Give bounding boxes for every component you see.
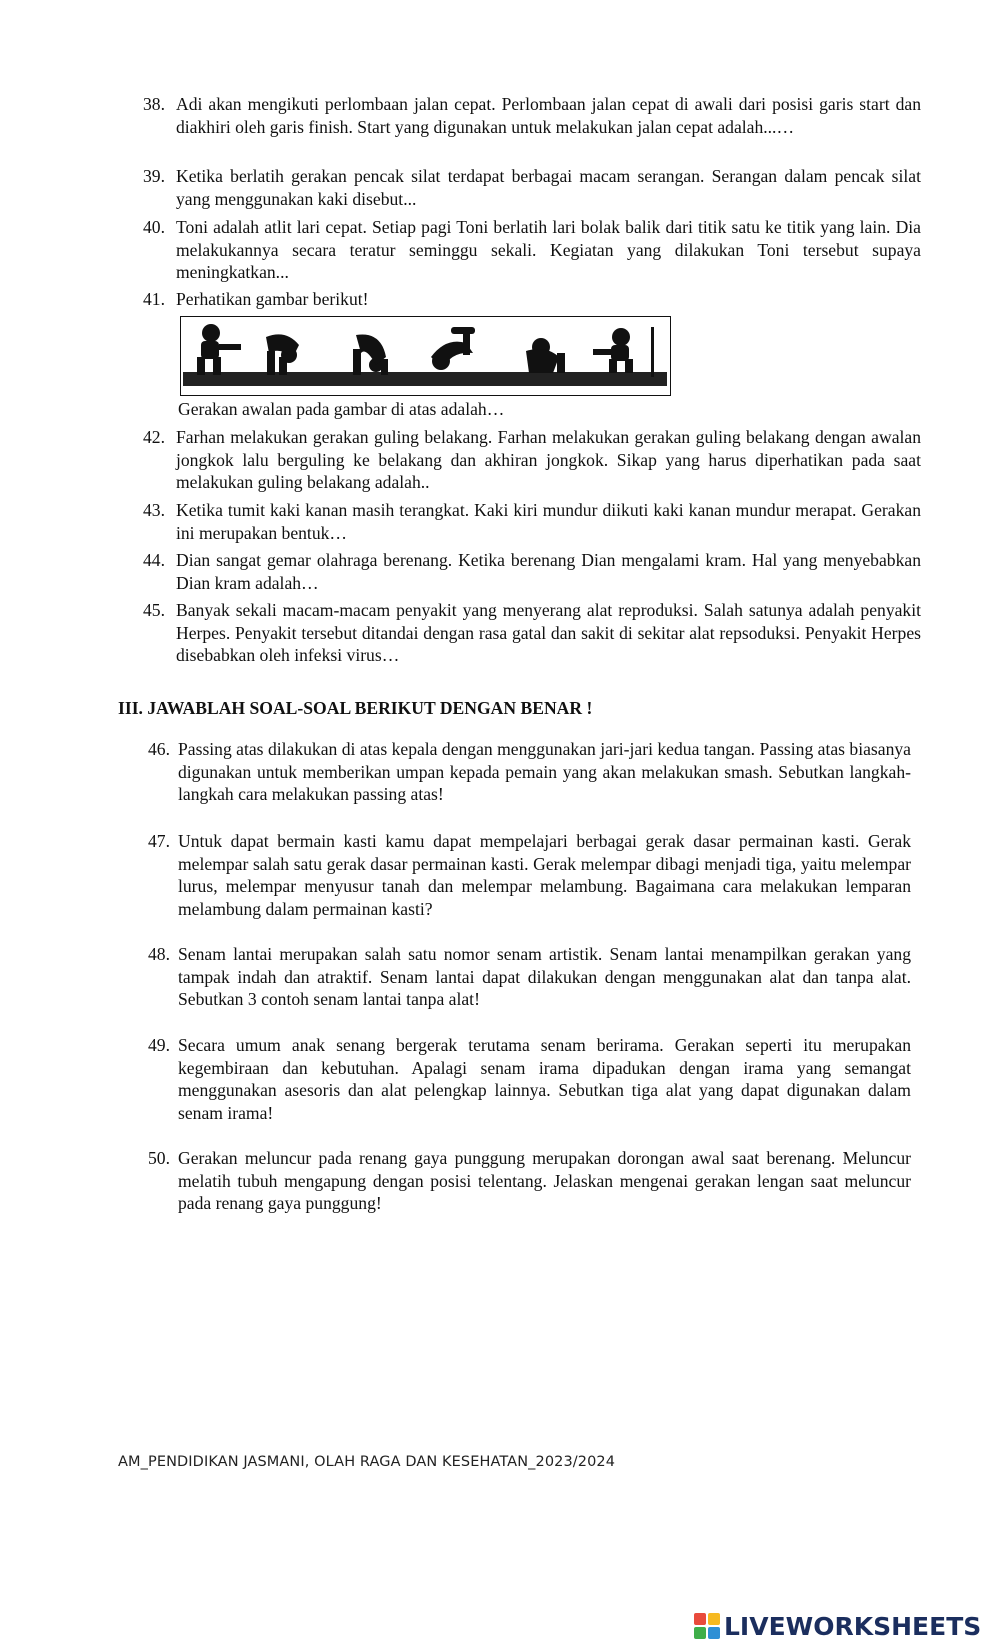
- question-text: Secara umum anak senang bergerak terutama senam berirama. Gerakan seperti itu merupakan kegembiraan dan kebutuhan. Apalagi senam irama dipadukan dengan irama yang semangat menggunakan asesoris dan alat pelengkap lainnya. Sebutkan tiga alat yang dapat digunakan dalam senam irama!: [178, 1035, 911, 1123]
- brand-name: LIVEWORKSHEETS: [724, 1611, 982, 1641]
- question-number: 41.: [143, 289, 165, 309]
- question-text: Toni adalah atlit lari cepat. Setiap pagi Toni berlatih lari bolak balik dari titik satu ke titik yang lain. Dia melakukannya secara teratur seminggu sekali. Kegiatan yang dilakukan Toni tersebut supaya meningkatkan...: [176, 217, 921, 283]
- figure-caption: Gerakan awalan pada gambar di atas adalah…: [178, 399, 505, 419]
- question-number: 44.: [143, 550, 165, 570]
- question-45: [143, 599, 921, 667]
- question-text: Farhan melakukan gerakan guling belakang. Farhan melakukan gerakan guling belakang dengan awalan jongkok lalu berguling ke belakang dan akhiran jongkok. Sikap yang harus diperhatikan pada saat melakukan guling belakang adalah..: [176, 427, 921, 493]
- question-49: [148, 1034, 911, 1124]
- forward-roll-figure: [180, 316, 671, 396]
- question-44: [143, 549, 921, 594]
- page-footer: AM_PENDIDIKAN JASMANI, OLAH RAGA DAN KESEHATAN_2023/2024: [118, 1454, 616, 1470]
- question-40: [143, 216, 921, 284]
- question-47: [148, 830, 911, 920]
- liveworksheets-logo[interactable]: [694, 1611, 981, 1641]
- question-41: [143, 288, 921, 311]
- question-number: 50.: [148, 1148, 170, 1168]
- question-number: 48.: [148, 944, 170, 964]
- section-title: III. JAWABLAH SOAL-SOAL BERIKUT DENGAN BENAR !: [118, 698, 593, 718]
- question-48: [148, 943, 911, 1011]
- question-number: 43.: [143, 500, 165, 520]
- question-text: Adi akan mengikuti perlombaan jalan cepat. Perlombaan jalan cepat di awali dari posisi garis start dan diakhiri oleh garis finish. Start yang digunakan untuk melakukan jalan cepat adalah...…: [176, 94, 921, 137]
- question-text: Ketika tumit kaki kanan masih terangkat. Kaki kiri mundur diikuti kaki kanan mundur merapat. Gerakan ini merupakan bentuk…: [176, 500, 921, 543]
- question-number: 47.: [148, 831, 170, 851]
- liveworksheets-icon: [694, 1613, 720, 1639]
- question-number: 46.: [148, 739, 170, 759]
- question-39: [143, 165, 921, 210]
- question-38: [143, 93, 921, 138]
- question-42: [143, 426, 921, 494]
- question-43: [143, 499, 921, 544]
- question-text: Ketika berlatih gerakan pencak silat terdapat berbagai macam serangan. Serangan dalam pencak silat yang menggunakan kaki disebut...: [176, 166, 921, 209]
- question-number: 39.: [143, 166, 165, 186]
- question-text: Untuk dapat bermain kasti kamu dapat mempelajari berbagai gerak dasar permainan kasti. Gerak melempar salah satu gerak dasar permainan kasti. Gerak melempar dibagi menjadi tiga, yaitu melempar lurus, melempar menyusur tanah dan melempar melambung. Bagaimana cara melakukan lemparan melambung dalam permainan kasti?: [178, 831, 911, 919]
- question-number: 38.: [143, 94, 165, 114]
- question-50: [148, 1147, 911, 1215]
- question-text: Senam lantai merupakan salah satu nomor senam artistik. Senam lantai menampilkan gerakan yang tampak indah dan atraktif. Senam lantai dapat dilakukan dengan menggunakan alat dan tanpa alat. Sebutkan 3 contoh senam lantai tanpa alat!: [178, 944, 911, 1010]
- question-text: Banyak sekali macam-macam penyakit yang menyerang alat reproduksi. Salah satunya adalah penyakit Herpes. Penyakit tersebut ditandai dengan rasa gatal dan sakit di sekitar alat repsoduksi. Penyakit Herpes disebabkan oleh infeksi virus…: [176, 600, 921, 666]
- question-number: 42.: [143, 427, 165, 447]
- forward-roll-illustration: [181, 317, 669, 394]
- question-text: Perhatikan gambar berikut!: [176, 289, 369, 309]
- question-text: Passing atas dilakukan di atas kepala dengan menggunakan jari-jari kedua tangan. Passing atas biasanya digunakan untuk memberikan umpan kepada pemain yang akan melakukan smash. Sebutkan langkah-langkah cara melakukan passing atas!: [178, 739, 911, 805]
- question-number: 45.: [143, 600, 165, 620]
- question-text: Gerakan meluncur pada renang gaya punggung merupakan dorongan awal saat berenang. Meluncur melatih tubuh mengapung dengan posisi telentang. Jelaskan mengenai gerakan lengan saat meluncur pada renang gaya punggung!: [178, 1148, 911, 1214]
- question-number: 49.: [148, 1035, 170, 1055]
- question-number: 40.: [143, 217, 165, 237]
- question-text: Dian sangat gemar olahraga berenang. Ketika berenang Dian mengalami kram. Hal yang menyebabkan Dian kram adalah…: [176, 550, 921, 593]
- question-46: [148, 738, 911, 806]
